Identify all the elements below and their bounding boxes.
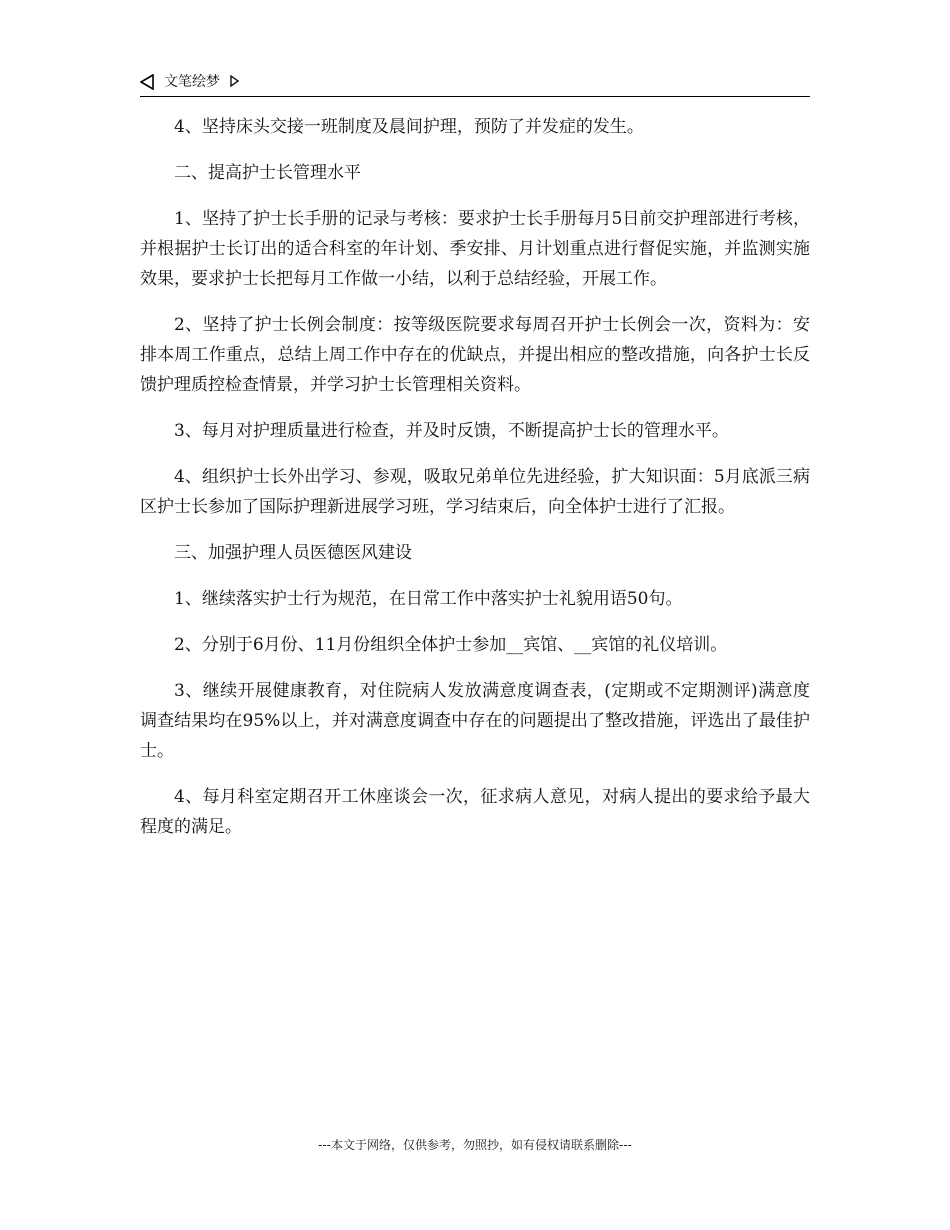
paragraph: 1、坚持了护士长手册的记录与考核：要求护士长手册每月5日前交护理部进行考核，并根据护士长订出的适合科室的年计划、季安排、月计划重点进行督促实施，并监测实施效果，要求护士长把每月工作做一小结，以利于总结经验，开展工作。 xyxy=(140,209,810,289)
paragraph: 3、每月对护理质量进行检查，并及时反馈，不断提高护士长的管理水平。 xyxy=(174,421,729,441)
paragraph: 4、组织护士长外出学习、参观，吸取兄弟单位先进经验，扩大知识面：5月底派三病区护士长参加了国际护理新进展学习班，学习结束后，向全体护士进行了汇报。 xyxy=(140,467,810,517)
section-heading: 三、加强护理人员医德医风建设 xyxy=(174,543,412,563)
header-title: 文笔绘梦 xyxy=(164,74,220,90)
triangle-right-icon xyxy=(230,75,239,87)
paragraph: 2、坚持了护士长例会制度：按等级医院要求每周召开护士长例会一次，资料为：安排本周工作重点，总结上周工作中存在的优缺点，并提出相应的整改措施，向各护士长反馈护理质控检查情景，并学习护士长管理相关资料。 xyxy=(140,315,810,395)
paragraph: 3、继续开展健康教育，对住院病人发放满意度调查表，(定期或不定期测评)满意度调查结果均在95%以上，并对满意度调查中存在的问题提出了整改措施，评选出了最佳护士。 xyxy=(140,681,810,761)
paragraph: 4、每月科室定期召开工休座谈会一次，征求病人意见，对病人提出的要求给予最大程度的满足。 xyxy=(140,787,810,837)
paragraph: 4、坚持床头交接一班制度及晨间护理，预防了并发症的发生。 xyxy=(174,117,644,137)
paragraph: 1、继续落实护士行为规范，在日常工作中落实护士礼貌用语50句。 xyxy=(174,589,683,609)
triangle-left-icon xyxy=(140,74,154,90)
paragraph: 2、分别于6月份、11月份组织全体护士参加__宾馆、__宾馆的礼仪培训。 xyxy=(174,635,728,655)
document-body xyxy=(140,112,810,858)
section-heading: 二、提高护士长管理水平 xyxy=(174,163,361,183)
page-footer: ---本文于网络，仅供参考，勿照抄，如有侵权请联系删除--- xyxy=(318,1138,632,1152)
page-header xyxy=(140,70,810,97)
